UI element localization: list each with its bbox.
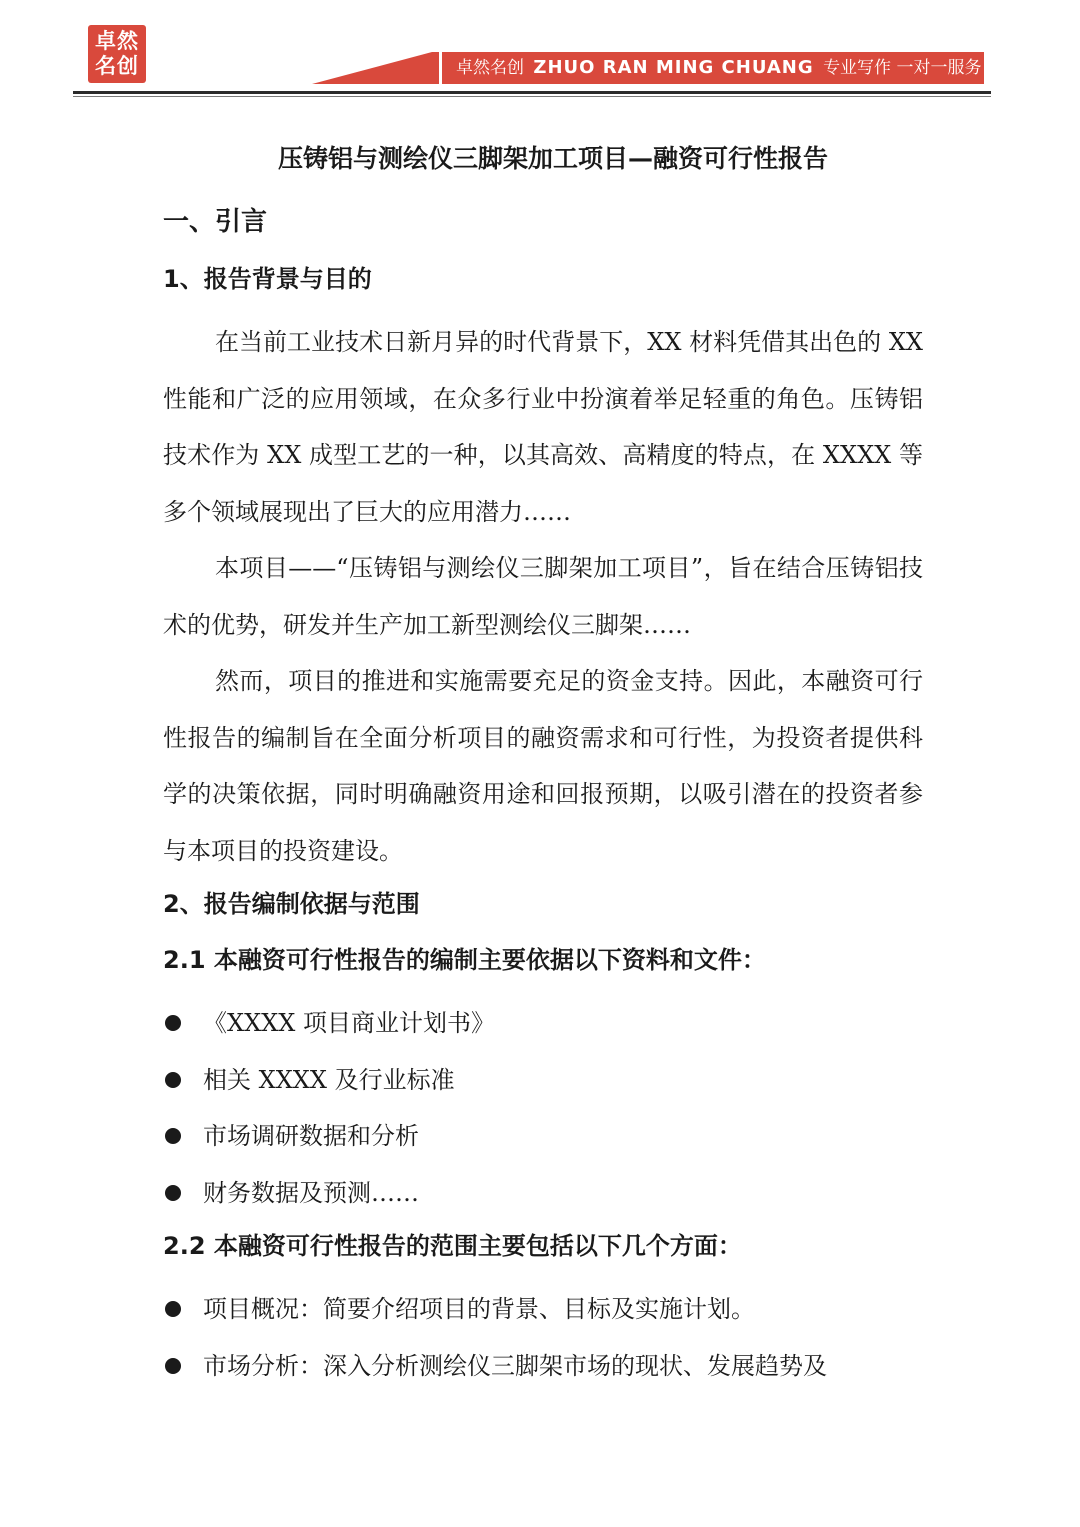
list-item bbox=[163, 1052, 923, 1109]
bullet-icon bbox=[165, 1301, 181, 1317]
paragraph-1: 在当前工业技术日新月异的时代背景下，XX 材料凭借其出色的 XX 性能和广泛的应用领域，在众多行业中扮演着举足轻重的角色。压铸铝技术作为 XX 成型工艺的一种，以其高效、高精度的特点，在 XXXX 等多个领域展现出了巨大的应用潜力…… bbox=[163, 328, 923, 526]
header-banner bbox=[312, 52, 984, 84]
subsection-heading-2-1: 2.1 本融资可行性报告的编制主要依据以下资料和文件： bbox=[163, 946, 766, 974]
logo-text-line1: 卓然 bbox=[95, 29, 139, 53]
scope-list bbox=[163, 1281, 923, 1394]
subsection-heading-2-2: 2.2 本融资可行性报告的范围主要包括以下几个方面： bbox=[163, 1232, 742, 1260]
bullet-icon bbox=[165, 1358, 181, 1374]
list-item-text: 项目概况：简要介绍项目的背景、目标及实施计划。 bbox=[203, 1295, 755, 1323]
document-title: 压铸铝与测绘仪三脚架加工项目—融资可行性报告 bbox=[277, 144, 828, 173]
brand-logo bbox=[88, 25, 146, 83]
banner-bar bbox=[432, 52, 984, 84]
subsection-heading-basis-scope: 2、报告编制依据与范围 bbox=[163, 890, 420, 918]
list-item bbox=[163, 1281, 923, 1338]
list-item-text: 财务数据及预测…… bbox=[203, 1178, 419, 1207]
bullet-icon bbox=[165, 1072, 181, 1088]
header-rule bbox=[73, 91, 991, 94]
list-item-text: 相关 XXXX 及行业标准 bbox=[203, 1065, 455, 1094]
paragraph-3: 然而，项目的推进和实施需要充足的资金支持。因此，本融资可行性报告的编制旨在全面分析项目的融资需求和可行性，为投资者提供科学的决策依据，同时明确融资用途和回报预期，以吸引潜在的投资者参与本项目的投资建设。 bbox=[163, 667, 923, 865]
subsection-heading-background: 1、报告背景与目的 bbox=[163, 265, 372, 293]
list-item-text: 《XXXX 项目商业计划书》 bbox=[203, 1009, 495, 1037]
list-item bbox=[163, 995, 923, 1052]
bullet-icon bbox=[165, 1185, 181, 1201]
banner-divider bbox=[439, 52, 442, 84]
bullet-icon bbox=[165, 1128, 181, 1144]
bullet-icon bbox=[165, 1015, 181, 1031]
logo-text-line2: 名创 bbox=[95, 54, 139, 78]
banner-slogan: 专业写作 一对一服务 bbox=[823, 58, 982, 78]
list-item bbox=[163, 1165, 923, 1222]
document-body bbox=[163, 138, 923, 1394]
banner-company-cn: 卓然名创 bbox=[456, 58, 524, 78]
list-item-text: 市场分析：深入分析测绘仪三脚架市场的现状、发展趋势及 bbox=[203, 1351, 827, 1380]
header-rule-thin bbox=[73, 96, 991, 97]
banner-company-en: ZHUO RAN MING CHUANG bbox=[533, 57, 814, 78]
list-item-text: 市场调研数据和分析 bbox=[203, 1122, 419, 1150]
basis-list bbox=[163, 995, 923, 1221]
banner-slant bbox=[312, 52, 432, 84]
section-heading-intro: 一、引言 bbox=[163, 207, 268, 237]
list-item bbox=[163, 1108, 923, 1165]
banner-text bbox=[456, 52, 981, 84]
paragraph-2: 本项目——“压铸铝与测绘仪三脚架加工项目”，旨在结合压铸铝技术的优势，研发并生产加工新型测绘仪三脚架…… bbox=[163, 554, 923, 639]
list-item bbox=[163, 1338, 923, 1395]
